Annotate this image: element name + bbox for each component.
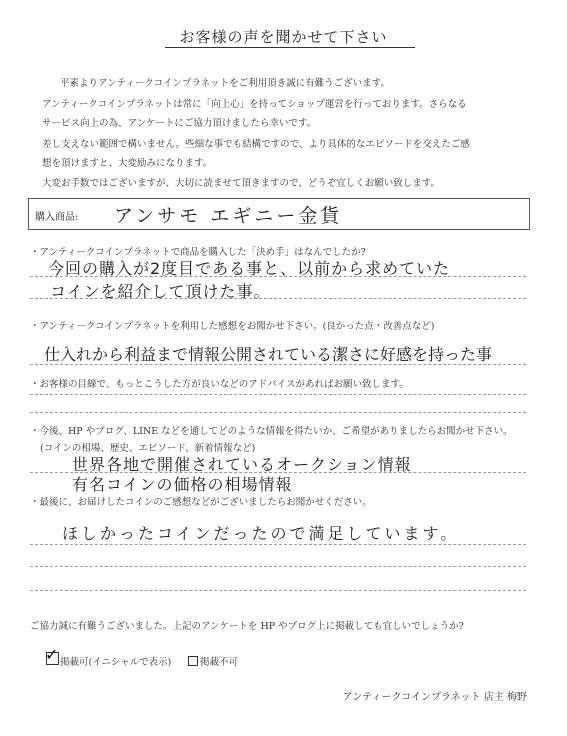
intro-line: 差し支えない範囲で構いません。些細な事でも結構ですので、より具体的なエピソードを交えたご感: [42, 139, 470, 150]
answer-line: [30, 590, 526, 591]
product-value: アンサモ エギニー金貨: [114, 205, 343, 227]
closing-text: ご協力誠に有難うございました。上記のアンケートを HP やブログ上に掲載しても宜しいでしょうか?: [30, 621, 464, 632]
question-3: ・お客様の目線で、もっとこうした方が良いなどのアドバイスがあればお願い致します。: [30, 379, 409, 390]
product-label: 購入商品:: [35, 212, 79, 223]
consent-no-label: 掲載不可: [200, 657, 239, 668]
answer-4-line-2: 有名コインの価格の相場情報: [72, 475, 293, 494]
title-underline: [165, 47, 415, 48]
question-5: ・最後に、お届けしたコインのご感想などがございましたらお聞かせください。: [30, 497, 372, 508]
intro-line: アンティークコインプラネットは常に「向上心」を持ってショップ運営を行っております。さらなる: [42, 99, 467, 110]
intro-line: サービス向上の為、アンケートにご協力頂けましたら幸いです。: [42, 118, 317, 129]
answer-2-line-1: 仕入れから利益まで情報公開されている潔さに好感を持った事: [44, 345, 493, 364]
consent-yes-label: 掲載可(イニシャルで表示): [60, 657, 172, 668]
intro-line: 平素よりアンティークコインプラネットをご利用頂き誠に有難うございます。: [60, 78, 390, 89]
page-title: お客様の声を聞かせて下さい: [179, 28, 388, 46]
answer-line: [30, 544, 526, 545]
question-2: ・アンティークコインプラネットを利用した感想をお聞かせ下さい。(良かった点・改善点など): [30, 321, 435, 332]
product-field[interactable]: [28, 198, 530, 230]
question-4: ・今後、HP やブログ、LINE などを通してどのような情報を得たいか、ご希望がありましたらお聞かせ下さい。: [30, 426, 513, 437]
answer-5-line-1: ほしかったコインだったので満足しています。: [62, 524, 460, 543]
answer-1-line-2: コインを紹介して頂けた事。: [50, 282, 271, 301]
shop-signature: アンティークコインプラネット 店主 梅野: [342, 692, 527, 703]
answer-1-line-1: 今回の購入が2度目である事と、以前から求めていた: [48, 259, 451, 278]
consent-no-checkbox[interactable]: [188, 656, 198, 666]
answer-line: [30, 364, 526, 365]
answer-line: [30, 412, 526, 413]
question-4-note: (コインの相場、歴史、エピソード、新着情報など): [40, 443, 256, 454]
answer-line: [30, 298, 526, 299]
answer-4-line-1: 世界各地で開催されているオークション情報: [72, 455, 412, 474]
question-1: ・アンティークコインプラネットで商品を購入した「決め手」はなんでしたか?: [30, 247, 366, 258]
answer-line: [30, 566, 526, 567]
checkmark-icon: ✓: [45, 645, 59, 664]
intro-line: 想を頂けますと、大変励みになります。: [42, 158, 213, 169]
answer-line: [30, 276, 526, 277]
intro-line: 大変お手数ではございますが、大切に読ませて頂きますので、どうぞ宜しくお願い致します。: [42, 178, 441, 189]
answer-line: [30, 394, 526, 395]
